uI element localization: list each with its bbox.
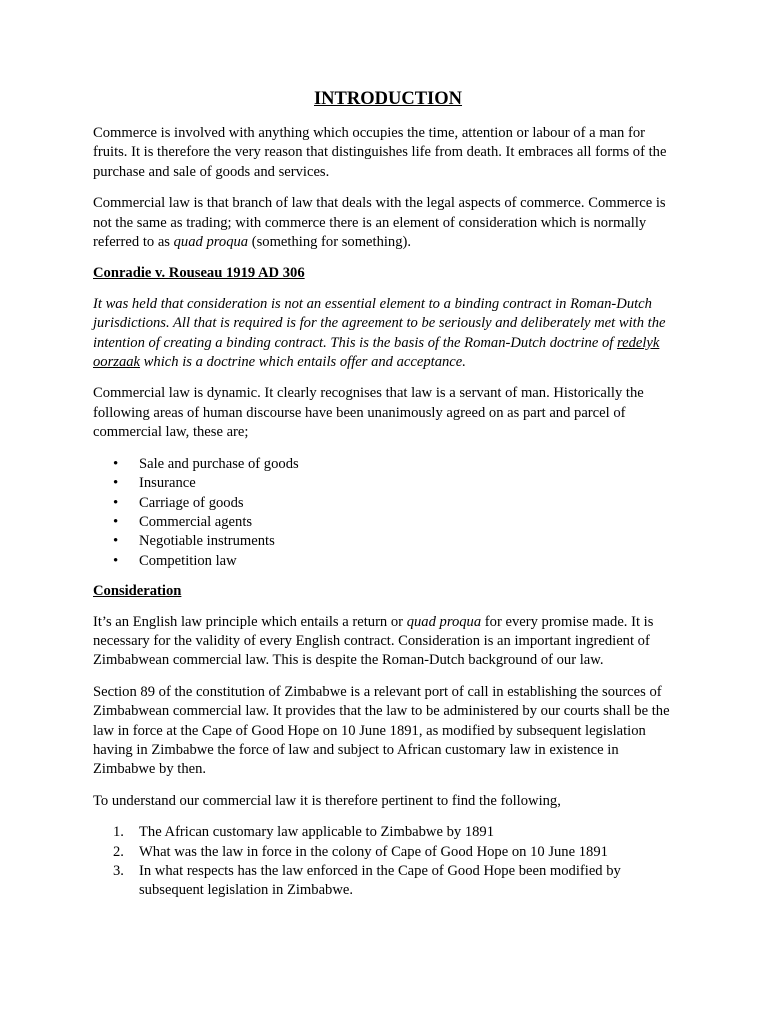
paragraph-to-understand: To understand our commercial law it is therefore pertinent to find the following, bbox=[93, 792, 561, 809]
list-item: • Carriage of goods bbox=[93, 494, 683, 513]
term-redelyk-oorzaak: redelyk oorzaak bbox=[93, 334, 660, 371]
paragraph-english-principle-text: It’s an English law principle which entails a return or bbox=[93, 613, 407, 630]
case-summary-text: It was held that consideration is not an essential element to a binding contract in Roman-Dutch jurisdictions. All that is required is for the agreement to be seriously and deliberately met with the intention of creating a binding contract. This is the basis of the Roman-Dutch doctrine of bbox=[93, 295, 666, 351]
term-quad-proqua-2: quad proqua bbox=[406, 613, 482, 630]
commercial-areas-list bbox=[93, 455, 683, 571]
case-summary-tail: which is a doctrine which entails offer and acceptance. bbox=[140, 354, 466, 371]
page-title: INTRODUCTION bbox=[313, 89, 463, 109]
list-item: • Competition law bbox=[93, 552, 683, 571]
item-text: In what respects has the law enforced in the Cape of Good Hope been modified by subsequent legislation in Zimbabwe. bbox=[139, 863, 621, 899]
list-item: • Sale and purchase of goods bbox=[93, 455, 683, 474]
case-heading: Conradie v. Rouseau 1919 AD 306 bbox=[93, 265, 305, 282]
paragraph-dynamic: Commercial law is dynamic. It clearly recognises that law is a servant of man. Historically the following areas of human discourse have been unanimously agreed on as part and parcel of commercial law, these are; bbox=[93, 385, 644, 441]
term-quad-proqua: quad proqua bbox=[173, 234, 249, 251]
item-number: 1. bbox=[113, 824, 124, 841]
numbered-item bbox=[93, 843, 683, 862]
paragraph-commercial-law bbox=[93, 194, 683, 252]
paragraph-section-89: Section 89 of the constitution of Zimbabwe is a relevant port of call in establishing the sources of Zimbabwean commercial law. It provides that the law to be administered by our courts shall be the law in force at the Cape of Good Hope on 10 June 1891, as modified by subsequent legislation having in Zimbabwe the force of law and subject to African customary law in existence in Zimbabwe by then. bbox=[93, 683, 670, 778]
numbered-item bbox=[93, 862, 683, 901]
item-number: 3. bbox=[113, 863, 124, 879]
list-item: • Insurance bbox=[93, 474, 683, 493]
item-text: The African customary law applicable to Zimbabwe by 1891 bbox=[139, 824, 495, 841]
item-text: What was the law in force in the colony of Cape of Good Hope on 10 June 1891 bbox=[139, 843, 608, 860]
numbered-item bbox=[93, 823, 683, 842]
paragraph-english-principle-tail: for every promise made. It is necessary for the validity of every English contract. Consideration is an important ingredient of Zimbabwean commercial law. This is despite the Roman-Dutch background of our law. bbox=[93, 613, 654, 669]
list-item: • Commercial agents bbox=[93, 513, 683, 532]
questions-list bbox=[93, 823, 683, 901]
paragraph-commercial-law-text: Commercial law is that branch of law that deals with the legal aspects of commerce. Commerce is not the same as trading; with commerce there is an element of consideration which is normally referred to as bbox=[93, 195, 666, 251]
paragraph-commercial-law-tail: (something for something). bbox=[248, 234, 412, 251]
consideration-heading: Consideration bbox=[93, 583, 182, 600]
paragraph-commerce: Commerce is involved with anything which occupies the time, attention or labour of a man for fruits. It is therefore the very reason that distinguishes life from death. It embraces all forms of the purchase and sale of goods and services. bbox=[93, 125, 667, 180]
list-item: • Negotiable instruments bbox=[93, 532, 683, 551]
case-summary bbox=[93, 295, 683, 373]
document-page bbox=[93, 88, 683, 901]
paragraph-english-principle bbox=[93, 613, 683, 671]
item-number: 2. bbox=[113, 843, 124, 860]
